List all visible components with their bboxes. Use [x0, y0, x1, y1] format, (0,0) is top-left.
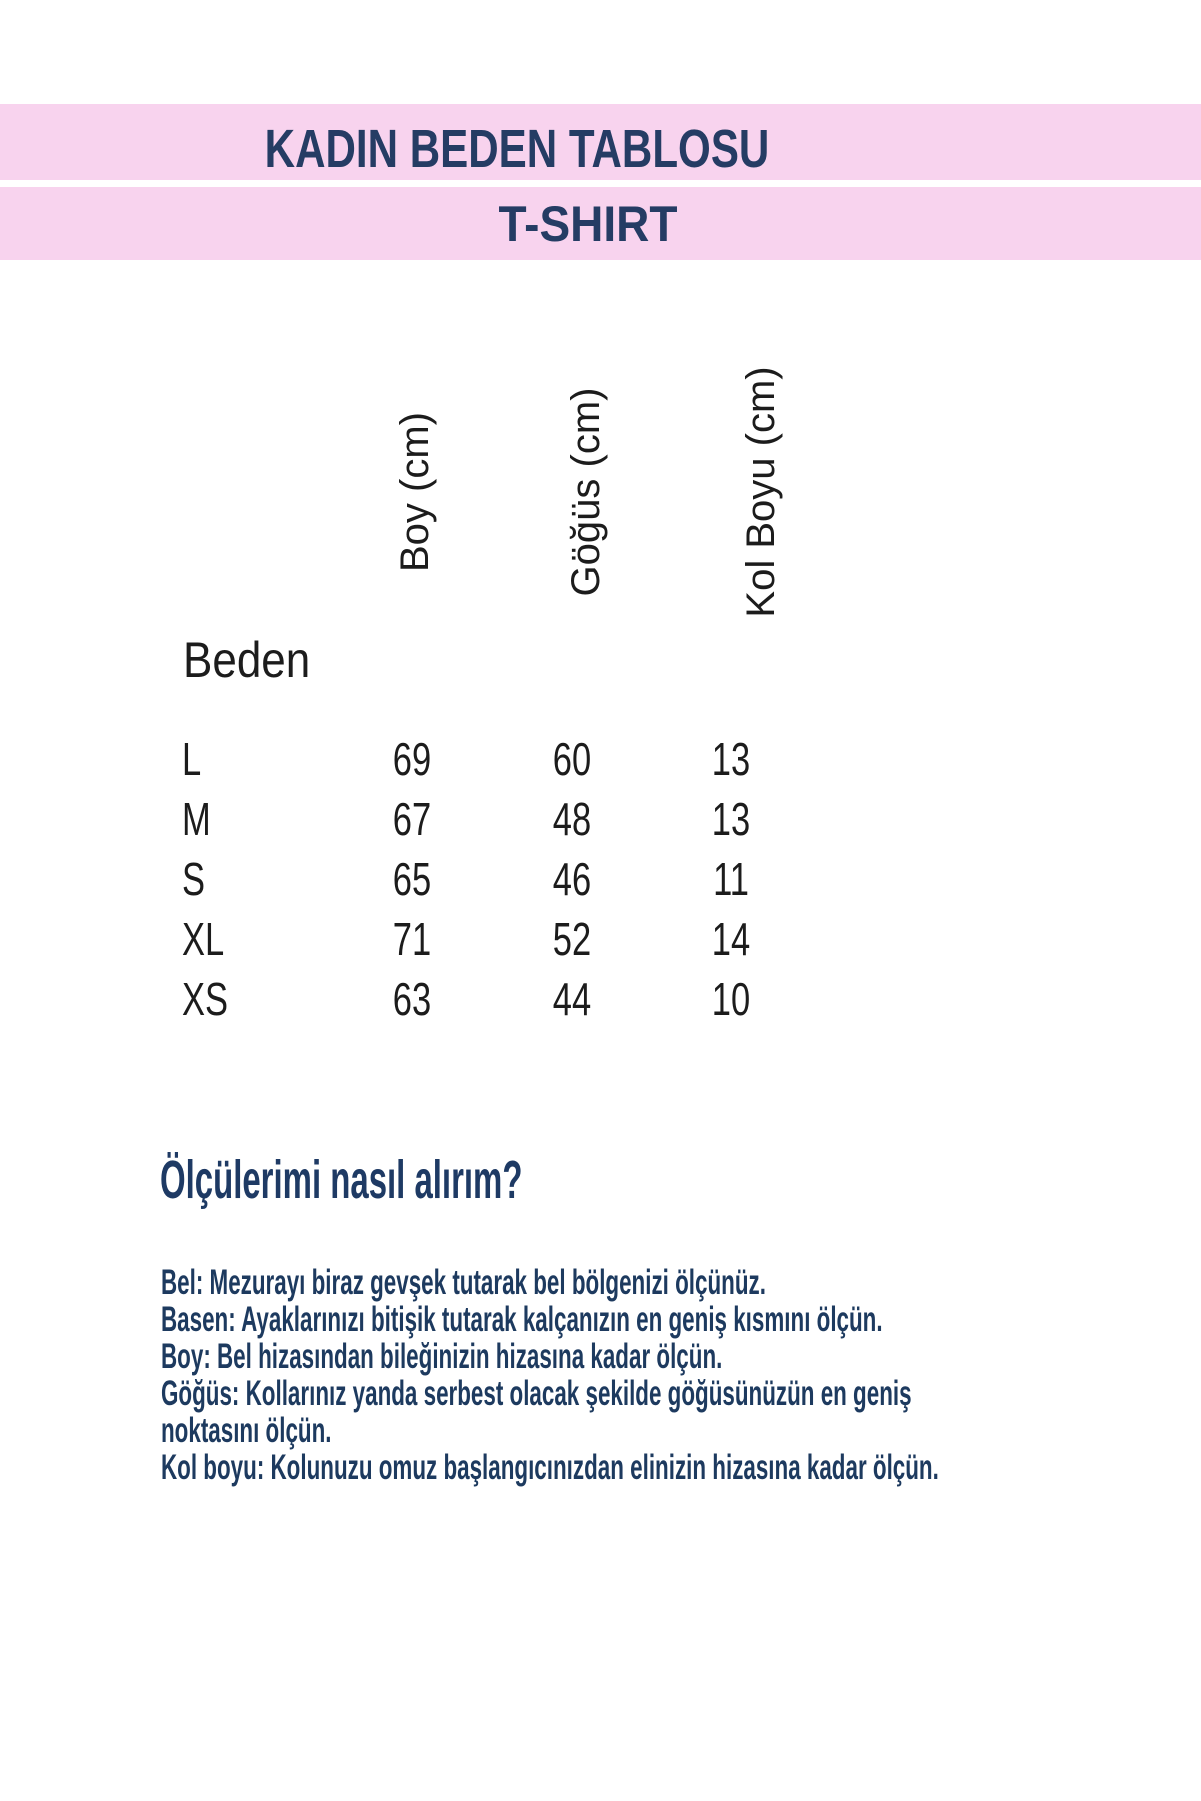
row-header-beden: Beden — [183, 632, 311, 688]
boy-cell: 69 — [392, 733, 432, 785]
gogus-cell: 46 — [552, 853, 592, 905]
gogus-cell: 60 — [552, 733, 592, 785]
boy-cell: 63 — [392, 973, 432, 1025]
guide-line-kol-boyu: Kol boyu: Kolunuzu omuz başlangıcınızdan elinizin hizasına kadar ölçün. — [161, 1448, 939, 1487]
column-header-boy: Boy (cm) — [393, 412, 437, 572]
boy-cell: 65 — [392, 853, 432, 905]
kol-cell: 10 — [711, 973, 751, 1025]
size-cell: S — [182, 853, 206, 905]
size-cell: XL — [182, 913, 225, 965]
table-row — [0, 913, 1201, 972]
guide-line-bel: Bel: Mezurayı biraz gevşek tutarak bel bölgenizi ölçünüz. — [161, 1263, 766, 1302]
kol-cell: 14 — [711, 913, 751, 965]
size-cell: L — [182, 733, 202, 785]
table-row — [0, 733, 1201, 792]
gogus-cell: 48 — [552, 793, 592, 845]
page-title: KADIN BEDEN TABLOSU — [264, 119, 770, 179]
column-header-gogus: Göğüs (cm) — [564, 387, 608, 597]
table-row — [0, 853, 1201, 912]
boy-cell: 71 — [392, 913, 432, 965]
guide-heading: Ölçülerimi nasıl alırım? — [160, 1150, 523, 1210]
boy-cell: 67 — [392, 793, 432, 845]
kol-cell: 13 — [711, 733, 751, 785]
gogus-cell: 52 — [552, 913, 592, 965]
table-row — [0, 793, 1201, 852]
kol-cell: 13 — [711, 793, 751, 845]
size-cell: XS — [182, 973, 229, 1025]
size-cell: M — [182, 793, 211, 845]
product-type-title: T-SHIRT — [498, 196, 678, 252]
measurement-guide — [161, 1264, 1181, 1486]
guide-line-gogus: Göğüs: Kollarınız yanda serbest olacak şekilde göğüsünüzün en geniş — [161, 1374, 912, 1413]
gogus-cell: 44 — [552, 973, 592, 1025]
guide-line-basen: Basen: Ayaklarınızı bitişik tutarak kalçanızın en geniş kısmını ölçün. — [161, 1300, 883, 1339]
column-header-kol-boyu: Kol Boyu (cm) — [739, 366, 783, 618]
guide-line-gogus-wrap: noktasını ölçün. — [161, 1411, 332, 1450]
kol-cell: 11 — [713, 853, 749, 905]
guide-line-boy: Boy: Bel hizasından bileğinizin hizasına kadar ölçün. — [161, 1337, 723, 1376]
table-row — [0, 973, 1201, 1032]
